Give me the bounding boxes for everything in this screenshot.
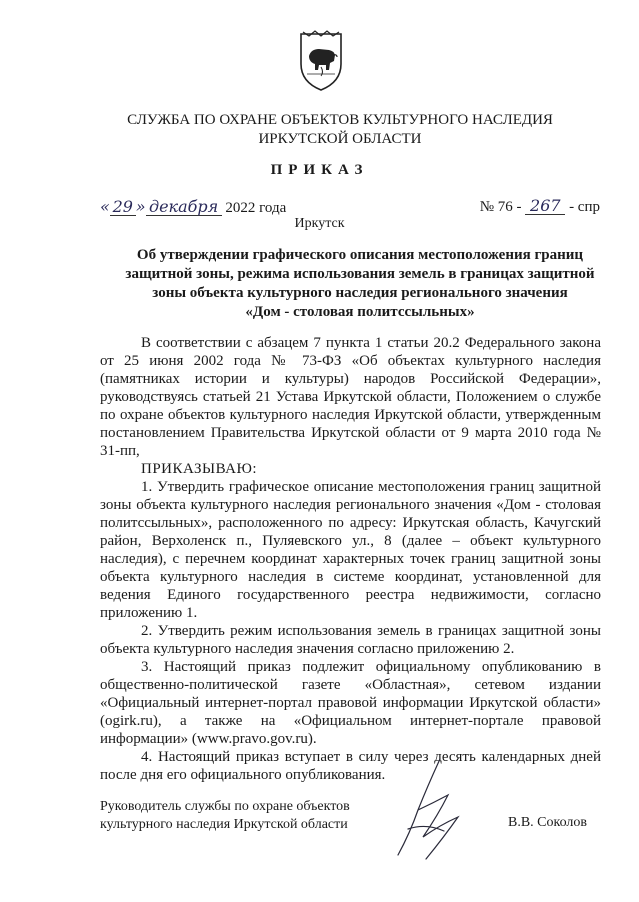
subject-line: «Дом - столовая политссыльных» xyxy=(245,304,475,320)
city: Иркутск xyxy=(294,216,345,231)
order-item-2: 2. Утвердить режим использования земель в границах защитной зоны объекта культурного наследия значения согласно приложению 2. xyxy=(100,623,601,657)
date-month: декабря xyxy=(146,198,222,216)
document-subject xyxy=(120,246,600,322)
order-item-1: 1. Утвердить графическое описание местоположения границ защитной зоны объекта культурного наследия регионального значения «Дом - столовая политссыльных», расположенного по адресу: Иркутская область, Качугский район, Верхоленск п., Пуляевского ул., 8 (далее – объект культурного наследия), с перечнем координат характерных точек границ защитной зоны объекта культурного наследия в системе координат, установленной для ведения Единого государственного реестра недвижимости, согласно приложению 1. xyxy=(100,479,601,621)
date-year: 2022 года xyxy=(225,200,287,216)
signer-name: В.В. Соколов xyxy=(508,815,588,830)
subject-line: защитной зоны, режима использования земель в границах защитной xyxy=(125,266,595,282)
order-word: ПРИКАЗЫВАЮ: xyxy=(141,461,258,477)
date-close-quote: » xyxy=(135,197,146,216)
date-open-quote: « xyxy=(100,197,110,216)
handwritten-signature-icon xyxy=(378,755,468,865)
order-item-3: 3. Настоящий приказ подлежит официальному опубликованию в общественно-политической газете «Областная», сетевом издании «Официальный интернет-портал правовой информации Иркутской области» (ogirk.ru), а также на «Официальном интернет-портале правовой информации» (www.pravo.gov.ru). xyxy=(100,659,601,747)
date-day: 29 xyxy=(110,198,136,216)
order-item-4: 4. Настоящий приказ вступает в силу через десять календарных дней после дня его официального опубликования. xyxy=(100,749,601,783)
preamble-paragraph: В соответствии с абзацем 7 пункта 1 статьи 20.2 Федерального закона от 25 июня 2002 года № 73-ФЗ «Об объектах культурного наследия (памятниках истории и культуры) народов Российской Федерации», руководствуясь статьей 21 Устава Иркутской области, Положением о службе по охране объектов культурного наследия Иркутской области, утвержденным постановлением Правительства Иркутской области от 9 марта 2010 года № 31-пп, xyxy=(100,335,601,459)
document-number xyxy=(480,197,600,216)
number-suffix: - спр xyxy=(569,199,600,215)
number-value: 267 xyxy=(525,197,565,215)
document-title: ПРИКАЗ xyxy=(270,162,369,178)
organization-name-line1: СЛУЖБА ПО ОХРАНЕ ОБЪЕКТОВ КУЛЬТУРНОГО НАСЛЕДИЯ xyxy=(127,112,553,128)
coat-of-arms-icon xyxy=(297,30,345,92)
document-date xyxy=(100,197,286,217)
signature-position-line2: культурного наследия Иркутской области xyxy=(100,817,348,832)
subject-line: зоны объекта культурного наследия регионального значения xyxy=(152,285,568,301)
signature-position-line1: Руководитель службы по охране объектов xyxy=(100,799,350,814)
subject-line: Об утверждении графического описания местоположения границ xyxy=(136,247,584,263)
organization-name-line2: ИРКУТСКОЙ ОБЛАСТИ xyxy=(258,131,422,147)
document-body xyxy=(100,334,601,784)
signature-position xyxy=(100,798,350,834)
number-prefix: № 76 - xyxy=(479,199,522,215)
